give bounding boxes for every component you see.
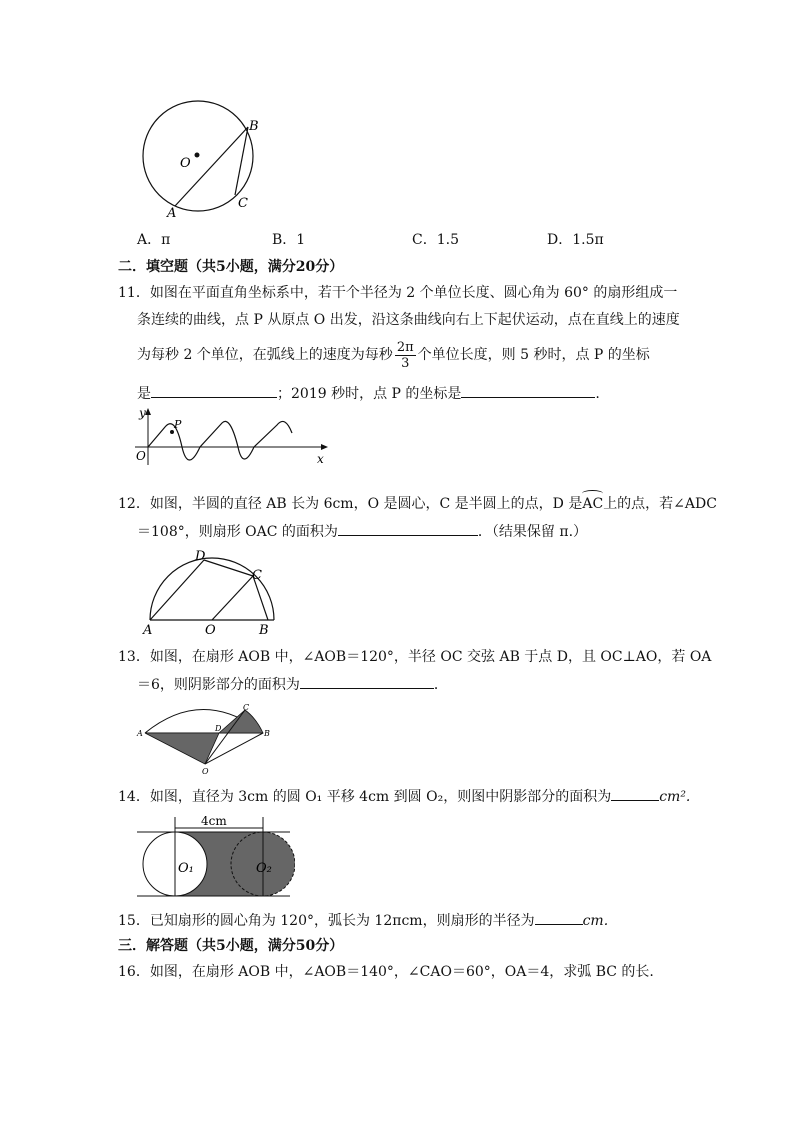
q13-line1: 13．如图，在扇形 AOB 中，∠AOB＝120°，半径 OC 交弦 AB 于点 D，且 OC⊥AO，若 OA	[118, 649, 712, 665]
q10-label-b: B	[249, 119, 259, 134]
q11-label-y: y	[139, 406, 146, 420]
q11-label-o: O	[136, 449, 146, 463]
q14-label-o2: O₂	[256, 861, 272, 876]
q13-label-b: B	[264, 729, 270, 738]
section3-title: 三．解答题（共5小题，满分50分）	[118, 938, 344, 954]
q14-answer-blank[interactable]	[611, 786, 659, 801]
q15-answer-blank[interactable]	[535, 910, 583, 925]
q11-label-x: x	[317, 452, 324, 466]
q13-label-o: O	[202, 767, 209, 776]
section2-title: 二．填空题（共5小题，满分20分）	[118, 259, 344, 275]
q10-label-o: O	[180, 156, 191, 171]
q13-answer-blank[interactable]	[300, 674, 434, 689]
q14-label-o1: O₁	[178, 861, 194, 876]
q13-label-a: A	[137, 729, 143, 738]
q12-label-c: C	[252, 568, 262, 583]
q11-label-p: P	[174, 418, 182, 431]
q12-label-a: A	[143, 623, 153, 638]
q10-circle-figure	[130, 95, 270, 225]
q13-label-c: C	[243, 703, 250, 712]
q12-answer-blank[interactable]	[338, 521, 478, 536]
q11-fraction: $\frac{2\pi}{3}$	[396, 339, 414, 371]
q12-arc-ac: AC	[582, 496, 604, 512]
q10-label-c: C	[238, 196, 248, 211]
q11-answer-blank-1[interactable]	[151, 383, 277, 398]
q11-line1: 11．如图在平面直角坐标系中，若干个半径为 2 个单位长度、圆心角为 60° 的扇形组成一	[118, 285, 678, 301]
q12-line2: ＝108°，则扇形 OAC 的面积为 ．（结果保留 π.）	[137, 521, 587, 542]
q14-line: 14．如图，直径为 3cm 的圆 O₁ 平移 4cm 到圆 O₂，则图中阴影部分的面积为 cm².	[118, 786, 690, 807]
q12-label-b: B	[259, 623, 269, 638]
q16-line: 16．如图，在扇形 AOB 中，∠AOB＝140°，∠CAO＝60°，OA＝4，求弧 BC 的长.	[118, 964, 654, 980]
q12-line1: 12．如图，半圆的直径 AB 长为 6cm，O 是圆心，C 是半圆上的点，D 是AC上的点，若∠ADC	[118, 496, 717, 512]
q10-label-a: A	[167, 206, 177, 221]
q12-label-d: D	[195, 549, 206, 564]
q14-label-dist: 4cm	[201, 814, 227, 828]
q10-option-a: A．π	[137, 232, 171, 248]
q11-line2: 条连续的曲线，点 P 从原点 O 出发，沿这条曲线向右上下起伏运动，点在直线上的速度	[137, 312, 680, 328]
q15-line: 15．已知扇形的圆心角为 120°，弧长为 12πcm，则扇形的半径为 cm.	[118, 910, 608, 931]
q13-sector-figure	[135, 698, 275, 780]
q12-label-o: O	[205, 623, 216, 638]
q12-semicircle-figure	[135, 548, 285, 638]
q13-label-d: D	[215, 724, 222, 733]
q14-circles-figure	[135, 812, 295, 904]
q10-option-b: B．1	[272, 232, 306, 248]
q10-option-d: D．1.5π	[547, 232, 604, 248]
q11-line3: 为每秒 2 个单位，在弧线上的速度为每秒 $\frac{2\pi}{3}$ 个单位长度，则 5 秒时，点 P 的坐标	[137, 339, 650, 371]
q10-option-c: C．1.5	[412, 232, 459, 248]
q13-line2: ＝6，则阴影部分的面积为 ．	[137, 674, 448, 695]
q11-answer-blank-2[interactable]	[461, 383, 595, 398]
q11-wave-figure	[130, 405, 335, 470]
q11-line4: 是 ；2019 秒时，点 P 的坐标是 .	[137, 383, 600, 404]
